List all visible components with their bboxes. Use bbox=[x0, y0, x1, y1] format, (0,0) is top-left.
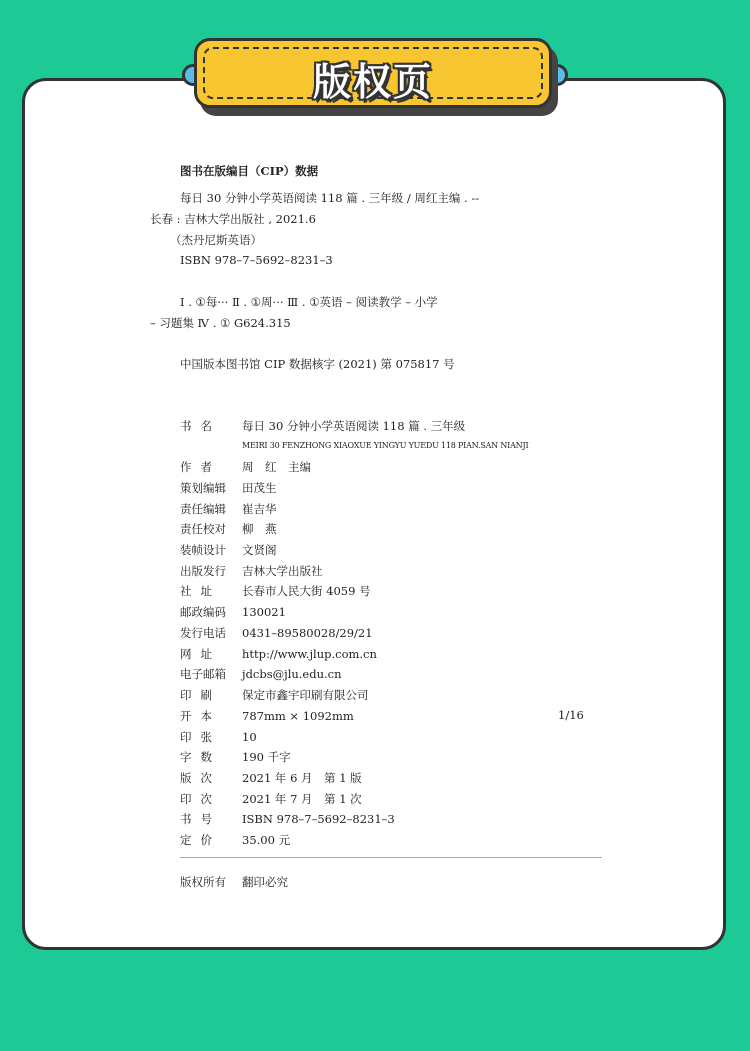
row-isbn bbox=[180, 811, 395, 827]
title-pinyin: MEIRI 30 FENZHONG XIAOXUE YINGYU YUEDU 118 PIAN.SAN NIANJI bbox=[242, 441, 529, 450]
row-value: 35.00 元 bbox=[242, 833, 291, 847]
row-label: 出版发行 bbox=[180, 564, 226, 578]
cip-isbn: ISBN 978–7–5692–8231–3 bbox=[180, 253, 333, 267]
row-sheets bbox=[180, 729, 257, 745]
row-value: http://www.jlup.com.cn bbox=[242, 647, 377, 661]
page-title: 版权页 bbox=[312, 60, 433, 104]
row-value: 吉林大学出版社 bbox=[242, 564, 323, 578]
row-label: 开本 bbox=[180, 709, 221, 723]
row-editor bbox=[180, 501, 277, 517]
row-value: 10 bbox=[242, 730, 257, 744]
row-value: 翻印必究 bbox=[242, 875, 288, 889]
row-label: 定价 bbox=[180, 833, 221, 847]
row-value: jdcbs@jlu.edu.cn bbox=[242, 667, 342, 681]
row-label: 装帧设计 bbox=[180, 543, 226, 557]
divider-line bbox=[180, 857, 602, 858]
row-label: 书名 bbox=[180, 419, 221, 433]
row-label: 网址 bbox=[180, 647, 221, 661]
row-design bbox=[180, 542, 277, 558]
row-label: 版权所有 bbox=[180, 875, 226, 889]
row-value: 周 红 主编 bbox=[242, 460, 311, 474]
row-address bbox=[180, 583, 371, 599]
row-format bbox=[180, 708, 584, 724]
row-value: 130021 bbox=[242, 605, 286, 619]
cip-series: （杰丹尼斯英语） bbox=[170, 233, 262, 247]
row-label: 印刷 bbox=[180, 688, 221, 702]
row-label: 印次 bbox=[180, 792, 221, 806]
row-planner bbox=[180, 480, 277, 496]
row-label: 发行电话 bbox=[180, 626, 226, 640]
cip-classification-1: Ⅰ . ①每··· Ⅱ . ①周··· Ⅲ . ①英语 – 阅读教学 – 小学 bbox=[180, 295, 438, 309]
row-value: 文贤阁 bbox=[242, 543, 277, 557]
row-label: 书号 bbox=[180, 812, 221, 826]
cip-classification-2: – 习题集 Ⅳ . ① G624.315 bbox=[150, 316, 291, 330]
row-price bbox=[180, 832, 290, 848]
row-value: 保定市鑫宇印刷有限公司 bbox=[242, 688, 369, 702]
row-label: 印张 bbox=[180, 730, 221, 744]
row-proofreader bbox=[180, 521, 277, 537]
row-label: 责任编辑 bbox=[180, 502, 226, 516]
row-label: 责任校对 bbox=[180, 522, 226, 536]
row-label: 作者 bbox=[180, 460, 221, 474]
cip-line-2: 长春 : 吉林大学出版社 , 2021.6 bbox=[150, 212, 316, 226]
row-value: ISBN 978–7–5692–8231–3 bbox=[242, 812, 395, 826]
row-label: 社址 bbox=[180, 584, 221, 598]
row-author bbox=[180, 459, 311, 475]
row-value: 2021 年 7 月 第 1 次 bbox=[242, 792, 362, 806]
row-label: 邮政编码 bbox=[180, 605, 226, 619]
row-rights bbox=[180, 874, 288, 890]
row-website bbox=[180, 646, 377, 662]
row-value: 田茂生 bbox=[242, 481, 277, 495]
row-printing bbox=[180, 791, 362, 807]
row-label: 字数 bbox=[180, 750, 221, 764]
cip-record-number: 中国版本图书馆 CIP 数据核字 (2021) 第 075817 号 bbox=[180, 357, 455, 371]
row-postcode bbox=[180, 604, 286, 620]
row-format-extra: 1/16 bbox=[558, 708, 584, 722]
row-label: 电子邮箱 bbox=[180, 667, 226, 681]
title-banner bbox=[194, 38, 552, 108]
row-value: 0431–89580028/29/21 bbox=[242, 626, 373, 640]
row-value: 崔吉华 bbox=[242, 502, 277, 516]
row-wordcount bbox=[180, 749, 291, 765]
row-value: 2021 年 6 月 第 1 版 bbox=[242, 771, 362, 785]
row-label: 策划编辑 bbox=[180, 481, 226, 495]
row-phone bbox=[180, 625, 373, 641]
row-label: 版次 bbox=[180, 771, 221, 785]
row-value: 787mm × 1092mm bbox=[242, 709, 354, 723]
row-value: 长春市人民大街 4059 号 bbox=[242, 584, 371, 598]
row-title bbox=[180, 418, 465, 434]
row-email bbox=[180, 666, 342, 682]
row-edition bbox=[180, 770, 362, 786]
cip-heading: 图书在版编目（CIP）数据 bbox=[180, 164, 319, 178]
row-value: 柳 燕 bbox=[242, 522, 277, 536]
cip-line-1: 每日 30 分钟小学英语阅读 118 篇 . 三年级 / 周红主编 . -- bbox=[180, 191, 480, 205]
row-publisher bbox=[180, 563, 323, 579]
row-value: 每日 30 分钟小学英语阅读 118 篇 . 三年级 bbox=[242, 419, 466, 433]
row-value: 190 千字 bbox=[242, 750, 291, 764]
row-printer bbox=[180, 687, 369, 703]
